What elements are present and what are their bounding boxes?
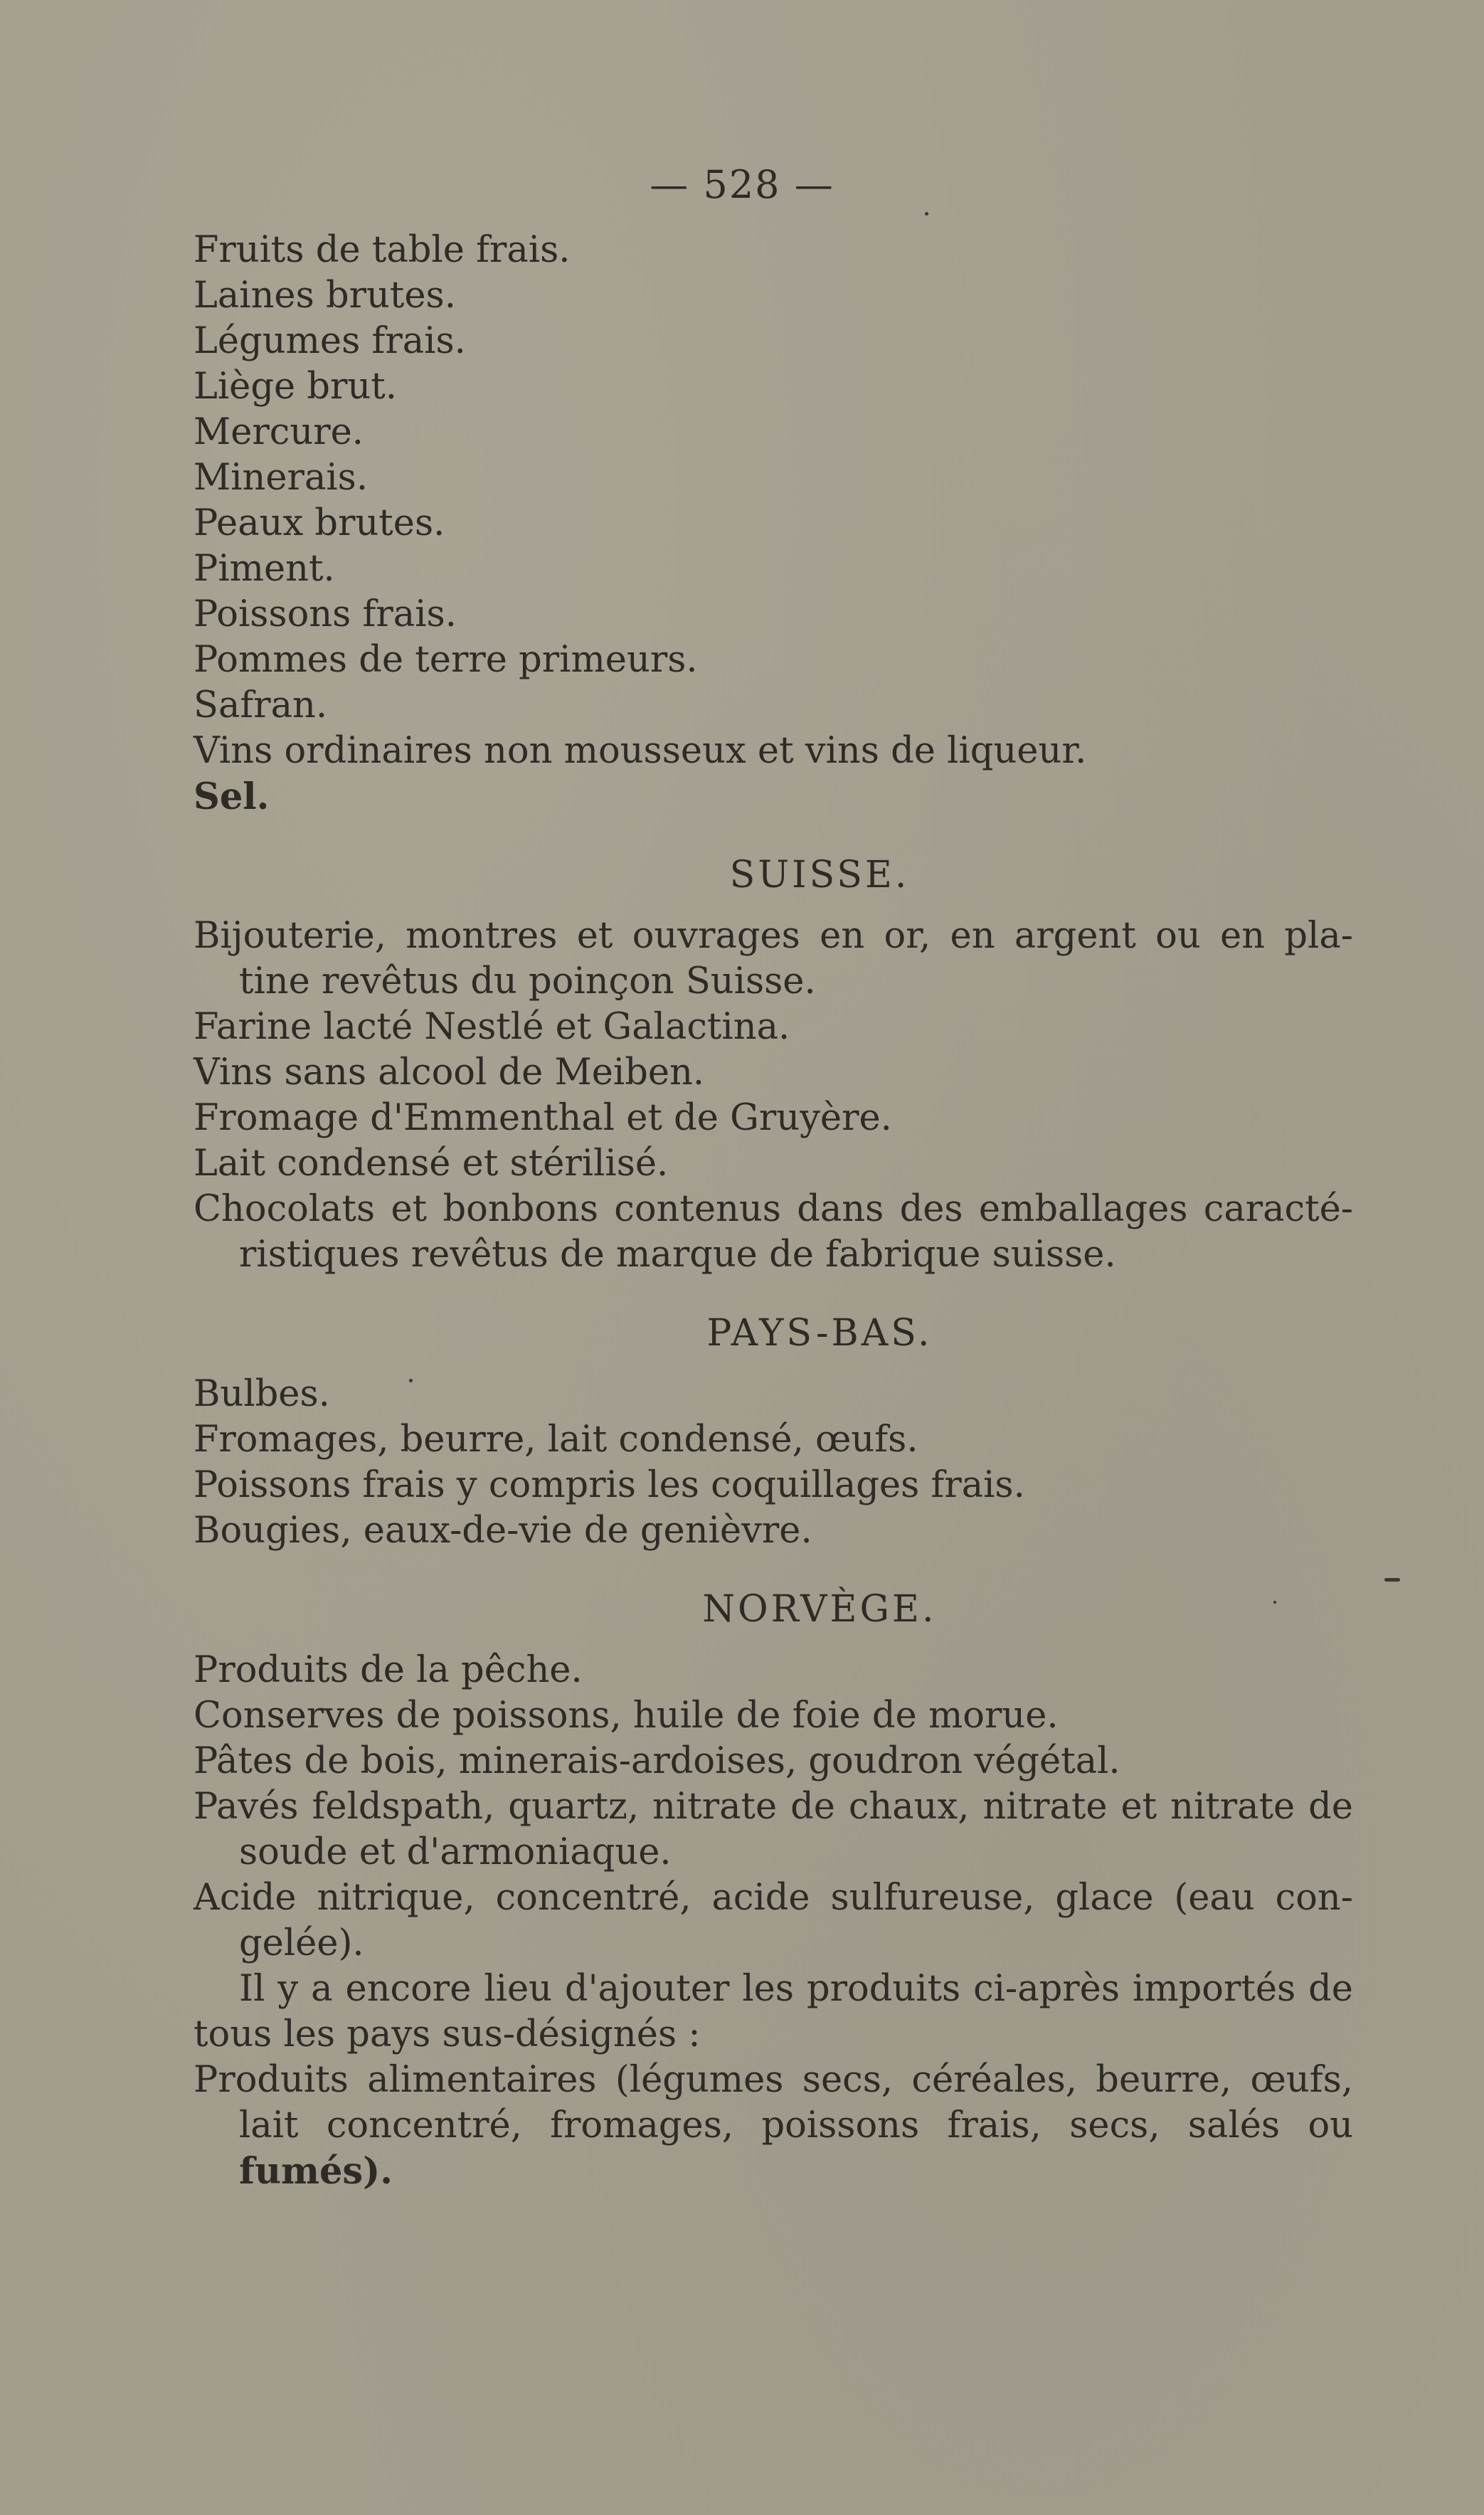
list-item: Farine lacté Nestlé et Galactina. xyxy=(194,1006,790,1048)
list-item: Fruits de table frais. xyxy=(194,229,571,271)
paper-speck xyxy=(409,1379,413,1382)
list-item-continuation: gelée). xyxy=(239,1922,364,1964)
list-item-continuation: lait concentré, fromages, poissons frais, secs, salés ou xyxy=(239,2104,1353,2146)
section-title-norvege: NORVÈGE. xyxy=(702,1588,937,1631)
list-item: Pommes de terre primeurs. xyxy=(194,639,698,681)
list-item: Fromage d'Emmenthal et de Gruyère. xyxy=(194,1097,892,1139)
list-item: Vins sans alcool de Meiben. xyxy=(194,1052,705,1094)
list-item: Liège brut. xyxy=(194,366,397,408)
list-item-continuation: fumés). xyxy=(239,2150,393,2193)
norvege-list xyxy=(194,1648,1353,2194)
list-item: Minerais. xyxy=(194,457,369,499)
list-item: Peaux brutes. xyxy=(194,502,445,544)
list-item: Poissons frais y compris les coquillages frais. xyxy=(194,1464,1025,1506)
list-item-continuation: soude et d'armoniaque. xyxy=(239,1831,672,1873)
page-number: — 528 — xyxy=(650,162,834,207)
list-item: Fromages, beurre, lait condensé, œufs. xyxy=(194,1419,918,1461)
list-item: Vins ordinaires non mousseux et vins de liqueur. xyxy=(194,730,1087,772)
paragraph-line: Il y a encore lieu d'ajouter les produits ci-après importés de xyxy=(239,1968,1353,2010)
list-item: Produits alimentaires (légumes secs, céréales, beurre, œufs, xyxy=(194,2059,1353,2101)
list-item: Mercure. xyxy=(194,411,364,453)
list-item: Chocolats et bonbons contenus dans des emballages caracté- xyxy=(194,1188,1353,1230)
list-item: Piment. xyxy=(194,548,335,590)
pays-bas-list xyxy=(194,1372,1353,1554)
section-title-suisse: SUISSE. xyxy=(729,854,910,896)
list-item: Laines brutes. xyxy=(194,275,456,317)
list-item: Pavés feldspath, quartz, nitrate de chaux, nitrate et nitrate de xyxy=(194,1786,1353,1828)
paper-speck xyxy=(1273,1601,1276,1604)
list-item: Lait condensé et stérilisé. xyxy=(194,1143,669,1185)
paper-speck xyxy=(925,212,928,216)
list-item: Bougies, eaux-de-vie de genièvre. xyxy=(194,1510,812,1552)
list-item: Conserves de poissons, huile de foie de morue. xyxy=(194,1695,1059,1737)
list-item: Pâtes de bois, minerais-ardoises, goudron végétal. xyxy=(194,1740,1120,1782)
list-item-continuation: ristiques revêtus de marque de fabrique suisse. xyxy=(239,1234,1116,1276)
list-item: Légumes frais. xyxy=(194,320,466,362)
page-body xyxy=(194,228,1353,2194)
suisse-list xyxy=(194,914,1353,1278)
list-item: Safran. xyxy=(194,684,328,726)
list-item: Produits de la pêche. xyxy=(194,1649,583,1691)
list-item: Bulbes. xyxy=(194,1373,330,1415)
list-item: Sel. xyxy=(194,775,270,818)
paper-speck xyxy=(1384,1578,1400,1582)
list-item: Poissons frais. xyxy=(194,593,457,635)
section-title-pays-bas: PAYS-BAS. xyxy=(706,1312,933,1355)
intro-list xyxy=(194,228,1353,820)
paragraph-line: tous les pays sus-désignés : xyxy=(194,2013,701,2055)
list-item: Acide nitrique, concentré, acide sulfureuse, glace (eau con- xyxy=(194,1877,1353,1919)
list-item: Bijouterie, montres et ouvrages en or, en argent ou en pla- xyxy=(194,915,1353,957)
list-item-continuation: tine revêtus du poinçon Suisse. xyxy=(239,960,816,1002)
